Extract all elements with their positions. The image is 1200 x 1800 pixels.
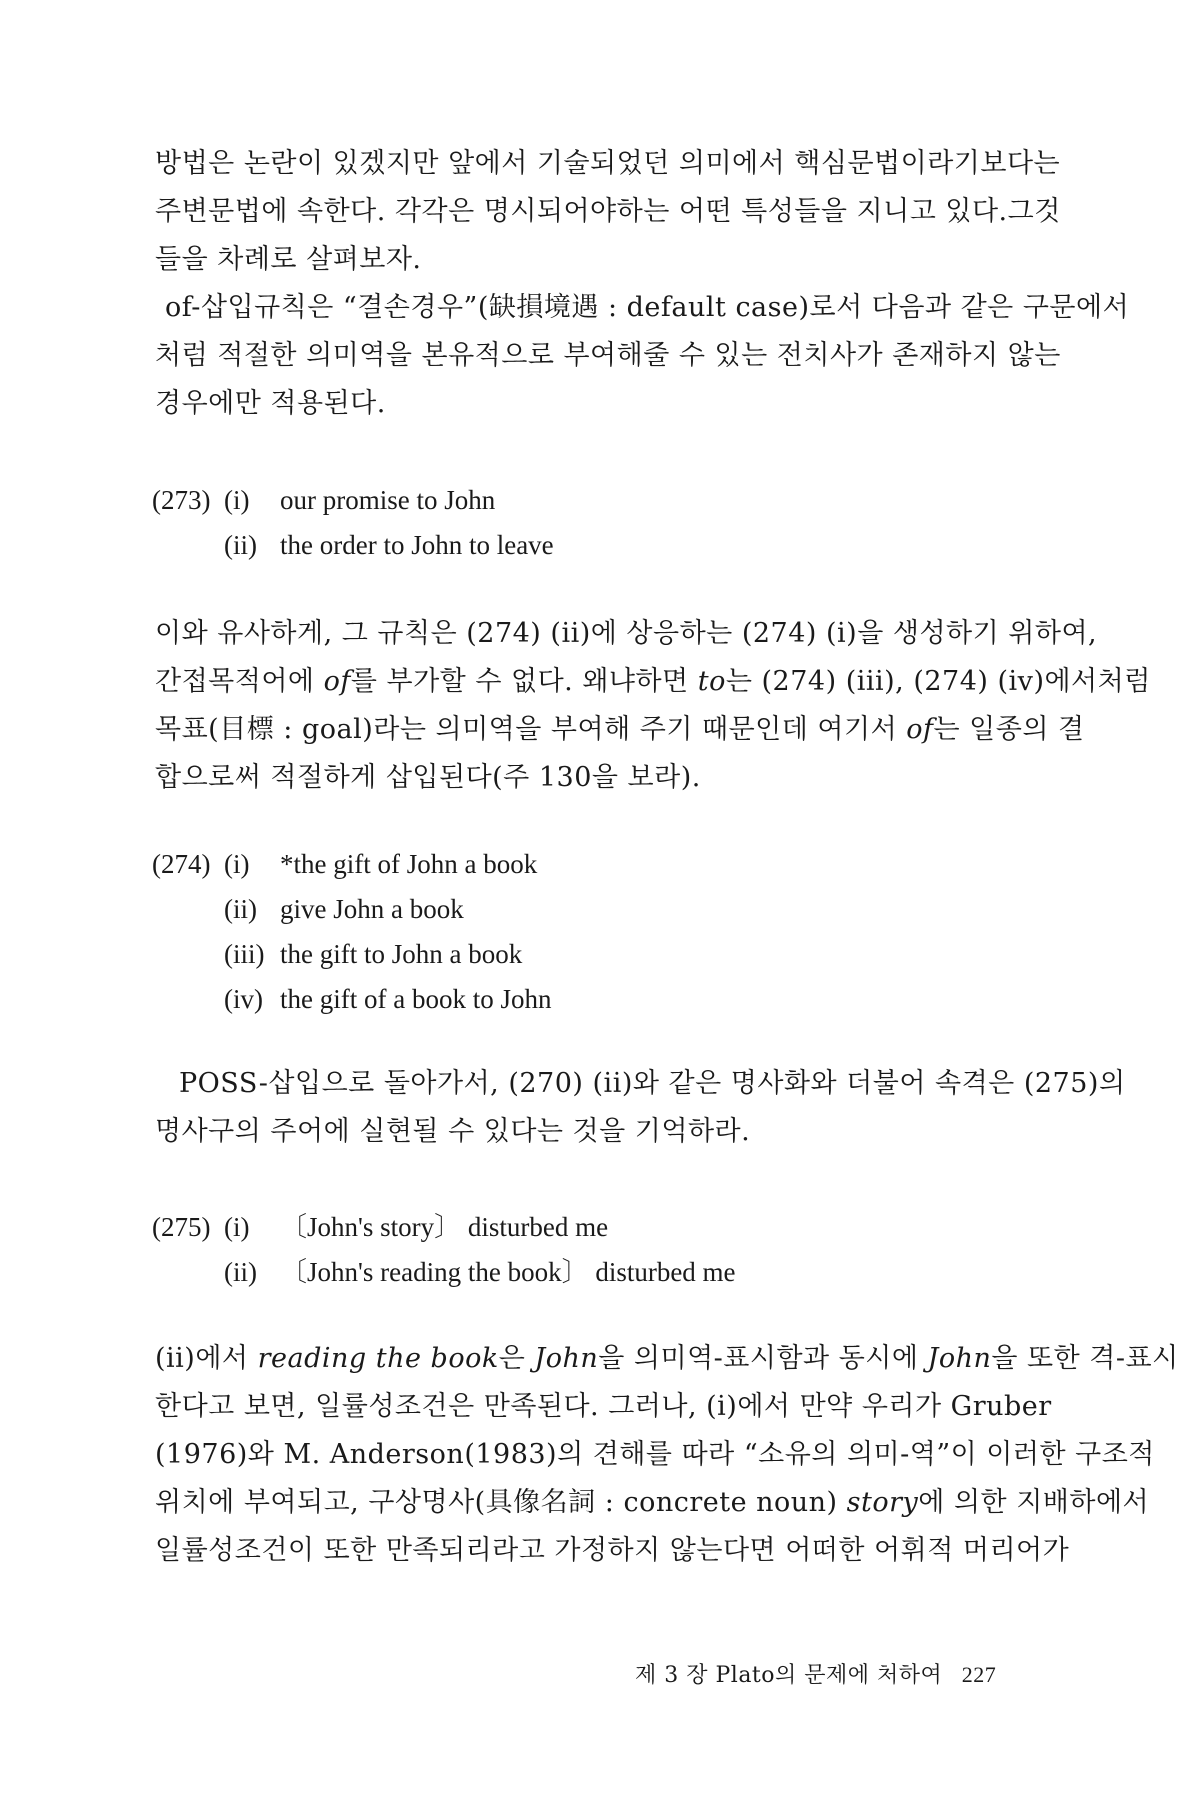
example-row	[152, 1250, 1032, 1295]
example-row	[152, 523, 1032, 568]
example-273	[152, 478, 1032, 568]
example-row	[152, 977, 1032, 1022]
example-number: (274)	[152, 849, 211, 879]
example-label: (ii)	[224, 1257, 257, 1287]
text-line: (1976)와 M. Anderson(1983)의 견해를 따라 “소유의 의미-역”이 이러한 구조적	[155, 1439, 1155, 1470]
text-line: of-삽입규칙은 “결손경우”(缺損境遇 : default case)로서 다음과 같은 구문에서	[165, 292, 1130, 323]
text-line: (ii)에서 reading the book은 John을 의미역-표시함과 동시에 John을 또한 격-표시	[155, 1343, 1179, 1374]
paragraph-1	[155, 140, 1061, 284]
example-number: (275)	[152, 1212, 211, 1242]
example-text: 〔John's story〕 disturbed me	[280, 1212, 609, 1242]
text-line: 한다고 보면, 일률성조건은 만족된다. 그러나, (i)에서 만약 우리가 Gruber	[155, 1391, 1052, 1422]
example-text: *the gift of John a book	[280, 849, 538, 879]
example-label: (iii)	[224, 939, 265, 969]
example-label: (iv)	[224, 984, 263, 1014]
paragraph-2	[155, 284, 1130, 428]
text-line: 경우에만 적용된다.	[155, 388, 386, 419]
text-line: 간접목적어에 of를 부가할 수 없다. 왜냐하면 to는 (274) (iii), (274) (iv)에서처럼	[155, 666, 1151, 697]
example-label: (i)	[224, 485, 250, 515]
example-row	[152, 932, 1032, 977]
example-274	[152, 842, 1032, 1022]
example-text: the gift to John a book	[280, 939, 523, 969]
text-line: 명사구의 주어에 실현될 수 있다는 것을 기억하라.	[155, 1116, 751, 1147]
example-text: our promise to John	[280, 485, 496, 515]
text-line: 처럼 적절한 의미역을 본유적으로 부여해줄 수 있는 전치사가 존재하지 않는	[155, 340, 1061, 371]
text-line: 방법은 논란이 있겠지만 앞에서 기술되었던 의미에서 핵심문법이라기보다는	[155, 148, 1061, 179]
example-text: the order to John to leave	[280, 530, 554, 560]
example-label: (i)	[224, 1212, 250, 1242]
example-text: 〔John's reading the book〕 disturbed me	[280, 1257, 736, 1287]
text-line: 주변문법에 속한다. 각각은 명시되어야하는 어떤 특성들을 지니고 있다.그것	[155, 196, 1061, 227]
text-line: 일률성조건이 또한 만족되리라고 가정하지 않는다면 어떠한 어휘적 머리어가	[155, 1535, 1070, 1566]
text-line: 목표(目標 : goal)라는 의미역을 부여해 주기 때문인데 여기서 of는 일종의 결	[155, 714, 1085, 745]
example-label: (ii)	[224, 530, 257, 560]
example-label: (i)	[224, 849, 250, 879]
text-line: 들을 차례로 살펴보자.	[155, 244, 422, 275]
text-line: 위치에 부여되고, 구상명사(具像名詞 : concrete noun) story에 의한 지배하에서	[155, 1487, 1150, 1518]
running-footer	[635, 1658, 996, 1689]
example-number: (273)	[152, 485, 211, 515]
example-275	[152, 1205, 1032, 1295]
paragraph-3	[155, 610, 1151, 802]
text-line: POSS-삽입으로 돌아가서, (270) (ii)와 같은 명사화와 더불어 속격은 (275)의	[179, 1068, 1126, 1099]
text-line: 이와 유사하게, 그 규칙은 (274) (ii)에 상응하는 (274) (i)을 생성하기 위하여,	[155, 618, 1098, 649]
example-row	[152, 478, 1032, 523]
page-number: 227	[961, 1662, 997, 1687]
example-row	[152, 1205, 1032, 1250]
example-label: (ii)	[224, 894, 257, 924]
example-row	[152, 842, 1032, 887]
text-line: 합으로써 적절하게 삽입된다(주 130을 보라).	[155, 762, 701, 793]
example-text: the gift of a book to John	[280, 984, 552, 1014]
paragraph-4	[155, 1060, 1126, 1156]
example-row	[152, 887, 1032, 932]
example-text: give John a book	[280, 894, 464, 924]
chapter-title: 제 3 장 Plato의 문제에 처하여	[635, 1663, 943, 1688]
paragraph-5	[155, 1335, 1179, 1575]
